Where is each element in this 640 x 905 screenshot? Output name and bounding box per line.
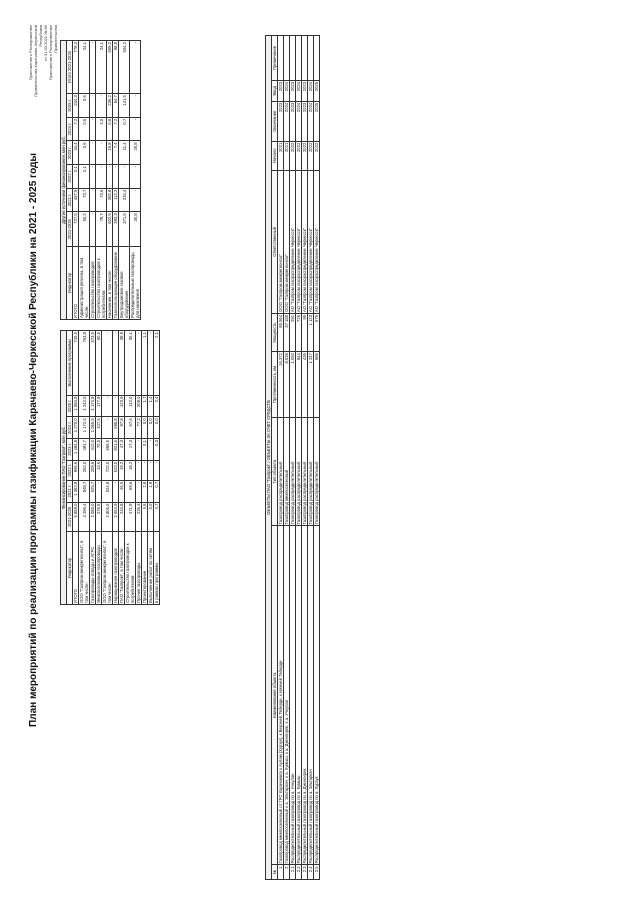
table-row bbox=[96, 41, 107, 320]
table-row bbox=[314, 36, 320, 880]
table-cell: 778,3 bbox=[73, 41, 79, 94]
approval-line: Правительства bbox=[53, 25, 58, 54]
column-header: Окончание bbox=[272, 101, 278, 141]
table-cell: 727,5 bbox=[73, 212, 79, 247]
table-cell: Газопровод распределительный bbox=[278, 418, 284, 526]
table-cell: - bbox=[148, 460, 154, 480]
table-cell: 244,8 bbox=[119, 502, 125, 531]
column-header: 2024 г. bbox=[67, 117, 73, 141]
row-label: Строительство газопроводов к потребителям bbox=[125, 532, 136, 605]
row-label: Строительство газопроводов bbox=[90, 247, 96, 320]
table-cell: 2021 bbox=[284, 141, 290, 170]
table-cell: 0,6 bbox=[107, 117, 113, 141]
table-cell: 686 bbox=[314, 352, 320, 418]
table-cell: 262,0 bbox=[79, 460, 90, 480]
table-cell: 2024 bbox=[308, 101, 314, 141]
table-cell: 722,0 bbox=[102, 460, 113, 480]
table-cell: 525,7 bbox=[90, 480, 96, 502]
table-cell: 30,8 bbox=[130, 212, 141, 247]
table-cell: 85 564 bbox=[278, 313, 284, 351]
table-cell: 141,5 bbox=[119, 94, 130, 118]
table-cell: 1 247 bbox=[308, 352, 314, 418]
table-cell: 2 806,6 bbox=[102, 502, 113, 531]
approval-line: Республики bbox=[38, 25, 43, 47]
table-cell: 2.1 bbox=[290, 865, 296, 880]
column-header: 2025 г. bbox=[67, 395, 73, 417]
table-cell: 524,8 bbox=[102, 480, 113, 502]
table-cell: 123,9 bbox=[119, 395, 125, 417]
table-cell: 7,4 bbox=[113, 141, 119, 165]
table-cell: 523,0 bbox=[113, 460, 119, 480]
table-cell: 1 362,9 bbox=[73, 480, 79, 502]
table-cell: 595,8 bbox=[113, 417, 119, 439]
table-cell: 2,1 bbox=[154, 331, 160, 396]
table-cell: 2 080,0 bbox=[90, 502, 96, 531]
table-cell: - bbox=[96, 94, 107, 118]
table-cell: - bbox=[102, 395, 113, 417]
table-cell: 2.4 bbox=[308, 865, 314, 880]
table-cell: 956,6 bbox=[73, 460, 79, 480]
table-cell: 16,8 bbox=[107, 141, 113, 165]
table-cell: - bbox=[136, 439, 142, 461]
row-label: Межпоселковые газопроводы bbox=[96, 532, 102, 605]
table-cell: 2.5 bbox=[314, 865, 320, 880]
table-cell: 60,5 bbox=[96, 331, 102, 396]
table-cell: 73,7 bbox=[79, 188, 90, 212]
table-cell: 4 296,4 bbox=[79, 502, 90, 531]
table-cell: - bbox=[102, 331, 113, 396]
table-cell: 244,3 bbox=[73, 94, 79, 118]
row-label: ИТОГО bbox=[73, 247, 79, 320]
row-label: Распределительные газопроводы для населения bbox=[130, 247, 141, 320]
table-cell: 371,5 bbox=[119, 212, 130, 247]
table-cell: 11,4 bbox=[119, 141, 130, 165]
table-cell: - bbox=[148, 331, 154, 396]
table-cell: 1 484,8 bbox=[73, 439, 79, 461]
table-cell: 24,1 bbox=[79, 41, 90, 94]
table-cell: Газопровод распределительный bbox=[290, 418, 296, 526]
column-header: Протяженность, км bbox=[272, 352, 278, 418]
table-cell: Газопровод межпоселковый к а. Эльтаркач, к а. Кумыш, к а. Джингирик, к а. Учкулан bbox=[284, 526, 290, 865]
table-cell: - bbox=[136, 331, 142, 396]
table-cell: 44,4 bbox=[73, 141, 79, 165]
table-cell: 2023 bbox=[302, 80, 308, 101]
table-cell: 13,6 bbox=[96, 460, 102, 480]
column-header: 2022 г. bbox=[67, 165, 73, 189]
table-cell: - bbox=[113, 331, 119, 396]
table-cell: 2022 bbox=[308, 141, 314, 170]
row-label: Прочие газопроводы bbox=[136, 532, 142, 605]
table-cell: 98,8 bbox=[113, 41, 119, 94]
funding-other-table bbox=[60, 40, 141, 320]
table-cell: - bbox=[107, 165, 113, 189]
table-cell: 695,5 bbox=[102, 439, 113, 461]
table-cell: 457,9 bbox=[73, 188, 79, 212]
table-cell: 2023 bbox=[290, 80, 296, 101]
row-label: Проектирование bbox=[142, 532, 148, 605]
row-label: Администрация региона, в том числе: bbox=[79, 247, 90, 320]
table-cell: 276,5 bbox=[96, 502, 102, 531]
approval-line: Правительства Карачаево-Черкесской bbox=[33, 25, 38, 97]
table-cell: - bbox=[90, 41, 96, 94]
table-cell: 655,2 bbox=[107, 41, 113, 94]
table-cell: - bbox=[154, 460, 160, 480]
table-cell: 1 174,9 bbox=[90, 395, 96, 417]
funding-gazprom-table bbox=[60, 330, 160, 605]
table-cell: 64,7 bbox=[113, 94, 119, 118]
column-header: 2025 г. bbox=[67, 94, 73, 118]
table-cell: - bbox=[148, 439, 154, 461]
table-cell: - bbox=[96, 141, 107, 165]
table-cell: 209,6 bbox=[90, 460, 96, 480]
table-cell: 38,9 bbox=[119, 331, 125, 396]
table-cell: 0,0 bbox=[148, 502, 154, 531]
table-cell: - bbox=[113, 165, 119, 189]
column-header: № bbox=[272, 865, 278, 880]
row-label: Строительство газопроводов к потребителям bbox=[96, 247, 107, 320]
column-header: 2023 г. bbox=[67, 439, 73, 461]
row-label: Газоиспользующее оборудование bbox=[113, 247, 119, 320]
table-cell: 1 123 bbox=[308, 313, 314, 351]
table-cell: 236,2 bbox=[107, 94, 113, 118]
table-cell: Газопровод распределительный bbox=[314, 418, 320, 526]
table-caption: Финансирование ПАО "Газпром", млн руб. bbox=[61, 331, 67, 605]
column-header: 2021 г. bbox=[67, 480, 73, 502]
table-cell: 7,2 bbox=[113, 117, 119, 141]
table-row bbox=[119, 41, 130, 320]
row-label: Выполнение работ по сетям bbox=[148, 532, 154, 605]
table-cell: АО "Газпром газораспределение Черкесск" bbox=[308, 170, 314, 313]
table-row bbox=[154, 331, 160, 605]
table-cell: 2021 bbox=[278, 141, 284, 170]
table-cell: 177,9 bbox=[96, 395, 102, 417]
column-header: 2023 г. bbox=[67, 141, 73, 165]
table-cell: 2.2 bbox=[296, 865, 302, 880]
table-cell: Распределительный газопровод по а. Эльтаркач bbox=[308, 526, 314, 865]
table-cell: 2023 bbox=[302, 101, 308, 141]
table-cell: 0,7 bbox=[154, 480, 160, 502]
table-cell: - bbox=[96, 165, 107, 189]
table-cell: 69,6 bbox=[125, 480, 136, 502]
table-cell: 0,1 bbox=[73, 165, 79, 189]
table-cell: Распределительный газопровод по а. Джингирик bbox=[302, 526, 308, 865]
row-label: ООО "Газпром межрегионгаз", в том числе: bbox=[79, 532, 90, 605]
approval-stamp bbox=[28, 25, 58, 120]
table-cell: 844 bbox=[296, 352, 302, 418]
table-cell: 0,0 bbox=[154, 417, 160, 439]
table-cell: 18,2 bbox=[125, 460, 136, 480]
table-cell: 2023 bbox=[278, 101, 284, 141]
table-cell: 35,1 bbox=[125, 331, 136, 396]
row-label: ПАО "Газпром", в том числе: bbox=[119, 532, 125, 605]
table-cell: 471,9 bbox=[125, 502, 136, 531]
table-cell: - bbox=[90, 141, 96, 165]
table-cell: АО "Газпром газораспределение Черкесск" bbox=[314, 170, 320, 313]
table-cell: 50,2 bbox=[79, 212, 90, 247]
table-cell: 0,3 bbox=[154, 439, 160, 461]
table-cell: 2025 bbox=[314, 101, 320, 141]
table-cell: 112,0 bbox=[125, 395, 136, 417]
table-cell: 1 684,9 bbox=[73, 395, 79, 417]
table-cell: - bbox=[102, 417, 113, 439]
table-cell: - bbox=[130, 117, 141, 141]
table-cell: 2 bbox=[284, 865, 290, 880]
column-header: Мощность bbox=[272, 313, 278, 351]
table-cell: 2024 bbox=[284, 101, 290, 141]
column-header: Итого 2021-2025 bbox=[67, 41, 73, 94]
table-cell: Распределительный газопровод по а. Хурзук bbox=[314, 526, 320, 865]
table-cell: 726 bbox=[296, 313, 302, 351]
table-cell: 291 bbox=[290, 313, 296, 351]
table-cell: 4,7 bbox=[154, 502, 160, 531]
column-header: 2022 г. bbox=[67, 460, 73, 480]
table-cell: 0,0 bbox=[148, 417, 154, 439]
table-cell: 481,7 bbox=[79, 439, 90, 461]
approval-line: Приложение к Распоряжению bbox=[48, 25, 53, 81]
approval-line: Приложение к Распоряжению bbox=[28, 25, 33, 81]
table-cell: - bbox=[90, 212, 96, 247]
table-cell: 2022 bbox=[296, 141, 302, 170]
column-header: Тип объекта bbox=[272, 418, 278, 526]
table-cell: 6 859,0 bbox=[73, 502, 79, 531]
table-row bbox=[130, 41, 141, 320]
column-header: Индикатор bbox=[67, 532, 73, 605]
table-caption: ОБЪЕКТЫ ПАО "Газпром" / ОБЪЕКТЫ ЗА СЧЕТ СРЕДСТВ bbox=[266, 36, 272, 880]
table-cell: 2024 bbox=[296, 80, 302, 101]
column-header: Ответственный bbox=[272, 170, 278, 313]
table-cell: - bbox=[90, 188, 96, 212]
table-cell: 2 564,9 bbox=[113, 502, 119, 531]
table-cell: - bbox=[130, 165, 141, 189]
table-cell: - bbox=[130, 188, 141, 212]
table-cell: 8,036 bbox=[284, 352, 290, 418]
approval-line: от 31.03.2021 № 86 bbox=[43, 25, 48, 62]
table-cell: 2,4 bbox=[154, 395, 160, 417]
table-cell: 393,3 bbox=[113, 212, 119, 247]
table-cell: 0,6 bbox=[79, 117, 90, 141]
table-cell: 17,3 bbox=[125, 439, 136, 461]
table-cell: 763,8 bbox=[79, 331, 90, 396]
table-cell: 67,6 bbox=[125, 417, 136, 439]
table-cell: 77,2 bbox=[136, 417, 142, 439]
table-cell: 573,6 bbox=[90, 331, 96, 396]
table-cell: 1 270,0 bbox=[73, 417, 79, 439]
row-label: Внутридомовое газовое оборудование bbox=[119, 247, 130, 320]
column-header: Примечание bbox=[272, 36, 278, 81]
table-cell: 78,7 bbox=[96, 212, 107, 247]
column-header: Индикатор bbox=[67, 247, 73, 320]
row-label: ООО "Газпром межрегионгаз", в том числе: bbox=[102, 532, 113, 605]
table-cell: 2.3 bbox=[302, 865, 308, 880]
table-cell: 70,5 bbox=[96, 439, 102, 461]
table-cell: Газопровод межпоселковый от ГРС Карачаевск к Аулам (Хурзук), к Верхней Теберде, к Нижней Теберде bbox=[278, 526, 284, 865]
table-cell: 0,1 bbox=[142, 439, 148, 461]
table-cell: Газопровод распределительный bbox=[302, 418, 308, 526]
table-cell: 2024 bbox=[284, 80, 290, 101]
table-cell: Распределительный газопровод по а. Учкулан bbox=[290, 526, 296, 865]
table-cell: 19,2 bbox=[119, 460, 125, 480]
column-header: 2024 г. bbox=[67, 417, 73, 439]
table-cell: 97,8 bbox=[119, 417, 125, 439]
column-header: Наименование объекта bbox=[272, 526, 278, 865]
table-cell: 745,5 bbox=[73, 331, 79, 396]
table-cell: 25,8 bbox=[130, 141, 141, 165]
table-cell: - bbox=[130, 94, 141, 118]
table-cell: 107,5 bbox=[96, 417, 102, 439]
table-cell: - bbox=[113, 480, 119, 502]
table-cell: 821,6 bbox=[113, 439, 119, 461]
table-cell: 1,4 bbox=[148, 395, 154, 417]
table-cell: 7,2 bbox=[73, 117, 79, 141]
table-cell: - bbox=[130, 41, 141, 94]
table-cell: 0,6 bbox=[79, 94, 90, 118]
table-cell: 16,372 bbox=[278, 352, 284, 418]
document-title: План мероприятий по реализации программы газификации Карачаево-Черкесской Республики на 2021 - 2025 годы bbox=[28, 153, 39, 727]
table-cell: 46,5 bbox=[119, 480, 125, 502]
table-cell: 435 bbox=[302, 352, 308, 418]
column-header: 2021-2025 bbox=[67, 212, 73, 247]
row-label: Газопроводы-отводы и АГРС bbox=[90, 532, 96, 605]
table-cell bbox=[314, 36, 320, 81]
table-cell: - bbox=[119, 165, 130, 189]
table-cell: Газопровод распределительный bbox=[296, 418, 302, 526]
table-cell: 1,1 bbox=[142, 331, 148, 396]
table-cell: 2023 bbox=[290, 101, 296, 141]
table-cell: 0,0 bbox=[142, 417, 148, 439]
table-cell: 1 242,5 bbox=[79, 395, 90, 417]
table-cell: 73,6 bbox=[96, 188, 107, 212]
table-cell: 2025 bbox=[314, 80, 320, 101]
table-cell: 675 bbox=[314, 313, 320, 351]
table-cell: 47,3 bbox=[119, 439, 125, 461]
table-cell: 848,7 bbox=[79, 480, 90, 502]
table-caption: Другие источники финансирования, млн руб. bbox=[61, 41, 67, 320]
table-cell: Распределительный газопровод по а. Кумыш bbox=[296, 526, 302, 865]
table-cell: 2023 bbox=[278, 80, 284, 101]
table-cell: 602,5 bbox=[107, 212, 113, 247]
table-cell: 1,050 bbox=[290, 352, 296, 418]
table-row bbox=[79, 41, 90, 320]
table-cell: 5,6 bbox=[142, 502, 148, 531]
table-cell: АО "Газпром газораспределение Черкесск" bbox=[296, 170, 302, 313]
column-header: 2021-2025 bbox=[67, 502, 73, 531]
table-cell: ООО "Газпром межрегионгаз" bbox=[284, 170, 290, 313]
column-header: 2021 г. bbox=[67, 188, 73, 212]
row-label: Население, в том числе: bbox=[107, 247, 113, 320]
table-cell: 4,0 bbox=[96, 117, 107, 141]
table-cell: - bbox=[136, 480, 142, 502]
table-cell: - bbox=[96, 480, 102, 502]
table-cell: - bbox=[142, 460, 148, 480]
table-cell: 209,0 bbox=[136, 395, 142, 417]
table-cell: - bbox=[113, 395, 119, 417]
table-cell: 412,0 bbox=[90, 439, 96, 461]
table-cell: 0,6 bbox=[79, 141, 90, 165]
table-cell: АО "Газпром газораспределение Черкесск" bbox=[302, 170, 308, 313]
table-cell: 504,2 bbox=[119, 41, 130, 94]
table-cell: 1,9 bbox=[148, 480, 154, 502]
table-cell: - bbox=[90, 165, 96, 189]
table-cell: - bbox=[90, 94, 96, 118]
table-cell: - bbox=[90, 117, 96, 141]
table-cell: 1 172,5 bbox=[79, 417, 90, 439]
table-cell: 2022 bbox=[302, 141, 308, 170]
column-header: Выполнение программы bbox=[67, 331, 73, 396]
table-cell: Газопровод межпоселковый bbox=[284, 418, 290, 526]
table-cell: - bbox=[136, 460, 142, 480]
row-label: ИТОГО bbox=[73, 532, 79, 605]
table-cell: 0,1 bbox=[79, 165, 90, 189]
rotated-landscape-content bbox=[20, 20, 620, 880]
column-header: Ввод bbox=[272, 80, 278, 101]
table-row bbox=[102, 331, 113, 605]
row-label: Наращивание газопроводов bbox=[113, 532, 119, 605]
table-cell: Газопровод распределительный bbox=[308, 418, 314, 526]
table-cell: 95 bbox=[302, 313, 308, 351]
objects-table bbox=[265, 35, 320, 880]
table-cell: 112,2 bbox=[113, 188, 119, 212]
table-cell: 37 185 bbox=[284, 313, 290, 351]
column-header: Начало bbox=[272, 141, 278, 170]
table-cell: 2022 bbox=[314, 141, 320, 170]
table-cell: 2022 bbox=[290, 141, 296, 170]
table-cell: ООО "Газпром межрегионгаз" bbox=[278, 170, 284, 313]
table-cell: 226,4 bbox=[136, 502, 142, 531]
table-cell: 2,8 bbox=[142, 480, 148, 502]
table-cell: 1 bbox=[278, 865, 284, 880]
table-cell: 234,4 bbox=[119, 188, 130, 212]
table-cell: АО "Газпром газораспределение Черкесск" bbox=[290, 170, 296, 313]
table-cell: 24,1 bbox=[96, 41, 107, 94]
table-cell: 1,7 bbox=[142, 395, 148, 417]
table-cell: 1 065,5 bbox=[90, 417, 96, 439]
table-cell: 2024 bbox=[296, 101, 302, 141]
table-cell: 0,7 bbox=[119, 117, 130, 141]
table-cell: 382,8 bbox=[107, 188, 113, 212]
table-row bbox=[125, 331, 136, 605]
row-label: в рамках программы bbox=[154, 532, 160, 605]
table-row bbox=[79, 331, 90, 605]
table-cell: 2024 bbox=[308, 80, 314, 101]
